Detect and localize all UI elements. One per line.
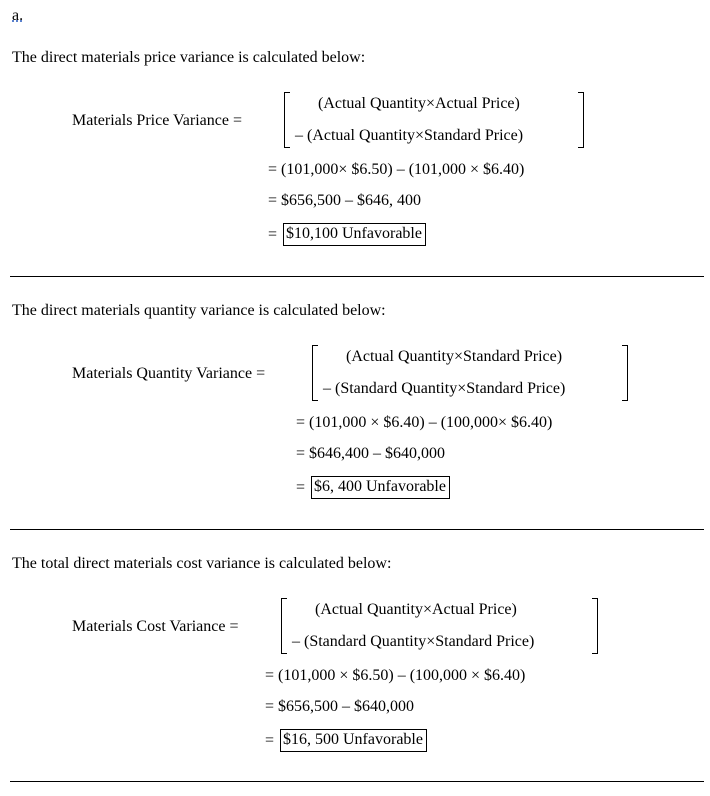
calc-step-2: = $656,500 – $640,000	[265, 698, 415, 715]
calc-step-1: = (101,000 × $6.40) – (100,000× $6.40)	[296, 414, 553, 431]
variance-label: Materials Price Variance =	[72, 112, 242, 129]
left-bracket	[281, 598, 287, 654]
calc-step-1: = (101,000 × $6.50) – (100,000 × $6.40)	[265, 667, 526, 684]
left-bracket	[284, 92, 290, 148]
section-intro: The direct materials quantity variance is calculated below:	[12, 302, 386, 319]
result-equals: =	[296, 479, 306, 496]
bracket-line-1: (Actual Quantity×Actual Price)	[315, 601, 517, 618]
bracket-line-2: – (Standard Quantity×Standard Price)	[323, 380, 566, 397]
variance-label: Materials Quantity Variance =	[72, 365, 266, 382]
left-bracket	[312, 345, 318, 401]
result-equals: =	[268, 226, 278, 243]
right-bracket	[578, 92, 584, 148]
result-box: $6, 400 Unfavorable	[311, 476, 450, 499]
result-box: $10,100 Unfavorable	[283, 223, 426, 246]
calc-step-2: = $656,500 – $646, 400	[268, 192, 422, 209]
calc-step-1: = (101,000× $6.50) – (101,000 × $6.40)	[268, 161, 525, 178]
part-label: a.	[12, 7, 24, 24]
variance-label: Materials Cost Variance =	[72, 618, 239, 635]
result-box: $16, 500 Unfavorable	[280, 729, 427, 752]
section-intro: The direct materials price variance is calculated below:	[12, 49, 366, 66]
right-bracket	[622, 345, 628, 401]
bracket-line-2: – (Actual Quantity×Standard Price)	[295, 127, 524, 144]
bracket-line-1: (Actual Quantity×Standard Price)	[346, 348, 563, 365]
section-divider	[10, 276, 704, 277]
section-divider	[10, 781, 704, 782]
section-intro: The total direct materials cost variance is calculated below:	[12, 555, 392, 572]
bracket-line-2: – (Standard Quantity×Standard Price)	[292, 633, 535, 650]
bracket-line-1: (Actual Quantity×Actual Price)	[318, 95, 520, 112]
right-bracket	[592, 598, 598, 654]
result-equals: =	[265, 732, 275, 749]
calc-step-2: = $646,400 – $640,000	[296, 445, 446, 462]
section-divider	[10, 529, 704, 530]
